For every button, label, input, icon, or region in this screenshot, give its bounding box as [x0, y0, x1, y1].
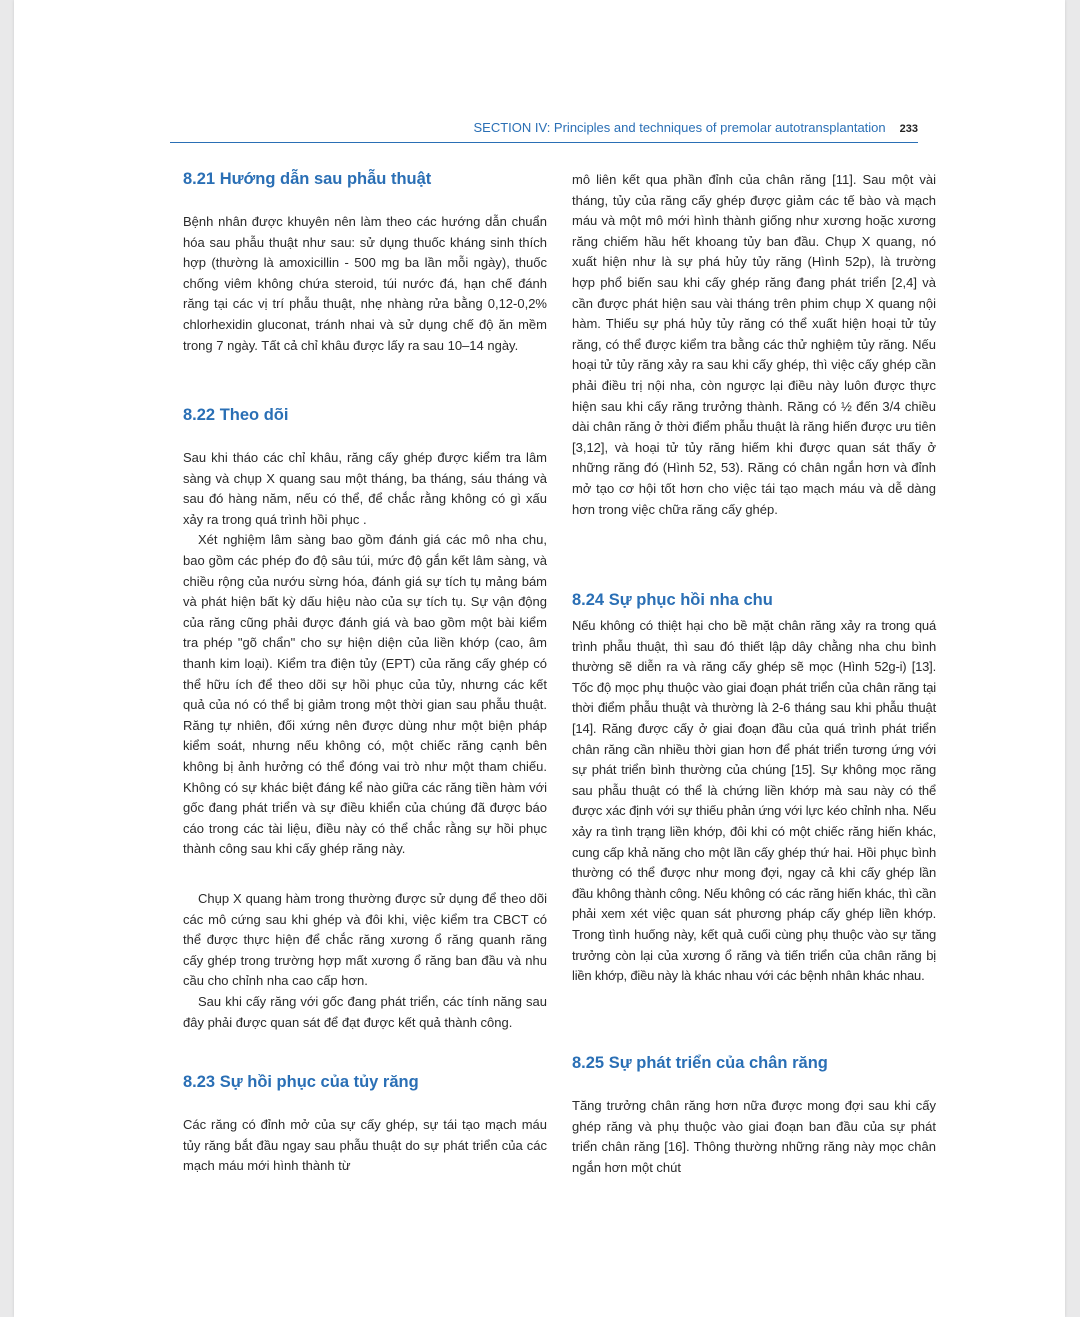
section-8-22-body	[183, 448, 547, 860]
section-8-24-body	[572, 616, 936, 987]
heading-8-24: 8.24 Sự phục hồi nha chu	[572, 591, 773, 609]
paragraph: Bệnh nhân được khuyên nên làm theo các hướng dẫn chuẩn hóa sau phẫu thuật như sau: sử dụng thuốc kháng sinh thích hợp (thường là amoxicillin - 500 mg ba lần mỗi ngày), thuốc chống viêm không chứa steroid, túi nước đá, hạn chế đánh răng tại các vị trí phẫu thuật, nhẹ nhàng rửa bằng 0,12-0,2% chlorhexidin gluconat, tránh nhai và sử dụng chế độ ăn mềm trong 7 ngày. Tất cả chỉ khâu được lấy ra sau 10–14 ngày.	[183, 214, 547, 353]
heading-8-21: 8.21 Hướng dẫn sau phẫu thuật	[183, 170, 432, 188]
section-8-25-body	[572, 1096, 936, 1178]
section-8-23-body-cont	[572, 170, 936, 520]
heading-8-23: 8.23 Sự hồi phục của tủy răng	[183, 1073, 419, 1091]
paragraph: Xét nghiệm lâm sàng bao gồm đánh giá các mô nha chu, bao gồm các phép đo độ sâu túi, mức độ gắn kết lâm sàng, và chiều rộng của nướu sừng hóa, đánh giá sự tích tụ mảng bám và phát hiện bất kỳ dấu hiệu nào của sự tích tụ. Sự vận động của răng cũng phải được đánh giá và bao gồm một bài kiểm tra phép "gõ chẩn" cho sự hiện diện của liền khớp (cao, âm thanh kim loại). Kiểm tra điện tủy (EPT) của răng cấy ghép có thể hữu ích để theo dõi sự hồi phục của tủy, nhưng các kết quả của nó có thể bị giảm trong một thời gian sau phẫu thuật. Răng tự nhiên, đối xứng nên được dùng như một biện pháp kiểm soát, nhưng nếu không có, một chiếc răng cạnh bên không bị ảnh hưởng có thể đóng vai trò như một tham chiếu. Không có sự khác biệt đáng kể nào giữa các răng tiền hàm với gốc đang phát triển và sự điều khiển của chúng đã được báo cáo trong các tài liệu, điều này có thể chắc rằng sự hồi phục thành công sau khi cấy ghép răng này.	[183, 532, 547, 857]
page-number: 233	[899, 123, 918, 135]
paragraph: Sau khi tháo các chỉ khâu, răng cấy ghép được kiểm tra lâm sàng và chụp X quang sau một tháng, ba tháng, sáu tháng và sau đó hàng năm, nếu có thể, để chắc rằng không có gì xấu xảy ra trong quá trình hồi phục .	[183, 450, 547, 527]
section-8-21-body	[183, 212, 547, 356]
running-header	[170, 120, 918, 143]
heading-8-22: 8.22 Theo dõi	[183, 406, 289, 424]
paragraph: Các răng có đỉnh mở của sự cấy ghép, sự tái tạo mạch máu tủy răng bắt đầu ngay sau phẫu thuật do sự phát triển của các mạch máu mới hình thành từ	[183, 1117, 547, 1174]
paragraph: Nếu không có thiệt hại cho bề mặt chân răng xảy ra trong quá trình phẫu thuật, thì sau đó thiết lập dây chằng nha chu bình thường sẽ diễn ra và răng cấy ghép sẽ mọc (Hình 52g-i) [13]. Tốc độ mọc phụ thuộc vào giai đoạn phát triển của chân răng tại thời điểm phẫu thuật và thường là 2-6 tháng sau khi phẫu thuật [14]. Răng được cấy ở giai đoạn đầu của quá trình phát triển chân răng cần nhiều thời gian hơn để phát triển tương ứng với sự phát triển bình thường của chúng [15]. Sự không mọc răng sau phẫu thuật có thể là chứng liền khớp mà sau này có thể được xác định với sự thiếu phản ứng với lực kéo chỉnh nha. Nếu xảy ra tình trạng liền khớp, đôi khi có một chiếc răng hiến khác, cung cấp khả năng cho một lần cấy ghép thứ hai. Hồi phục bình thường có thể được như mong đợi, ngay cả khi cấy ghép lần đầu không thành công. Nếu không có các răng hiến khác, thì cần phải xem xét việc quan sát phương pháp cấy ghép liền khớp. Trong tình huống này, kết quả cuối cùng phụ thuộc vào sự tăng trưởng còn lại của xương ổ răng và tiến triển của chân răng bị liền khớp, điều này là khác nhau với các bệnh nhân khác nhau.	[572, 618, 936, 984]
section-8-23-body	[183, 1115, 547, 1177]
paragraph: Sau khi cấy răng với gốc đang phát triển, các tính năng sau đây phải được quan sát để đạt được kết quả thành công.	[183, 993, 547, 1030]
section-title: SECTION IV: Principles and techniques of premolar autotransplantation	[473, 120, 886, 135]
paragraph: Chụp X quang hàm trong thường được sử dụng để theo dõi các mô cứng sau khi ghép và đôi khi, việc kiểm tra CBCT có thể được thực hiện để chắc răng xương ổ răng quanh răng cấy ghép trong trường hợp mất xương ổ răng ban đầu và nhu cầu cho chỉnh nha cao cấp hơn.	[183, 891, 547, 989]
paragraph: mô liên kết qua phần đỉnh của chân răng [11]. Sau một vài tháng, tủy của răng cấy ghép được giảm các tế bào và mạch máu và một mô mới hình thành giống như xương hoặc xương răng chiếm hầu hết khoang tủy ban đầu. Chụp X quang, nó xuất hiện như là sự phá hủy tủy răng (Hình 52p), là trường hợp phổ biến sau khi cấy ghép răng đang phát triển [2,4] và cần được phát hiện sau vài tháng trên phim chụp X quang nội hàm. Thiếu sự phá hủy tủy răng có thể xuất hiện hoại tử tủy răng, có thể được kiểm tra bằng các thử nghiệm tủy răng. Nếu hoại tử tủy răng xảy ra sau khi cấy ghép, thì việc cấy ghép cần phải điều trị nội nha, còn ngược lại điều này luôn được thực hiện sau khi cấy răng trưởng thành. Răng có ½ đến 3/4 chiều dài chân răng ở thời điểm phẫu thuật là răng hiến được ưu tiên [3,12], và hoại tử tủy răng hiếm khi được quan sát thấy ở những răng đó (Hình 52, 53). Răng có chân ngắn hơn và đỉnh mở tạo cơ hội tốt hơn cho việc tái tạo mạch máu và dễ dàng hơn trong việc chữa răng cấy ghép.	[572, 172, 936, 517]
heading-8-25: 8.25 Sự phát triển của chân răng	[572, 1054, 828, 1072]
paragraph: Tăng trưởng chân răng hơn nữa được mong đợi sau khi cấy ghép răng và phụ thuộc vào giai đoạn ban đầu của sự phát triển chân răng [16]. Thông thường những răng này mọc chân ngắn hơn một chút	[572, 1098, 936, 1175]
section-8-22-body-cont	[183, 889, 547, 1033]
